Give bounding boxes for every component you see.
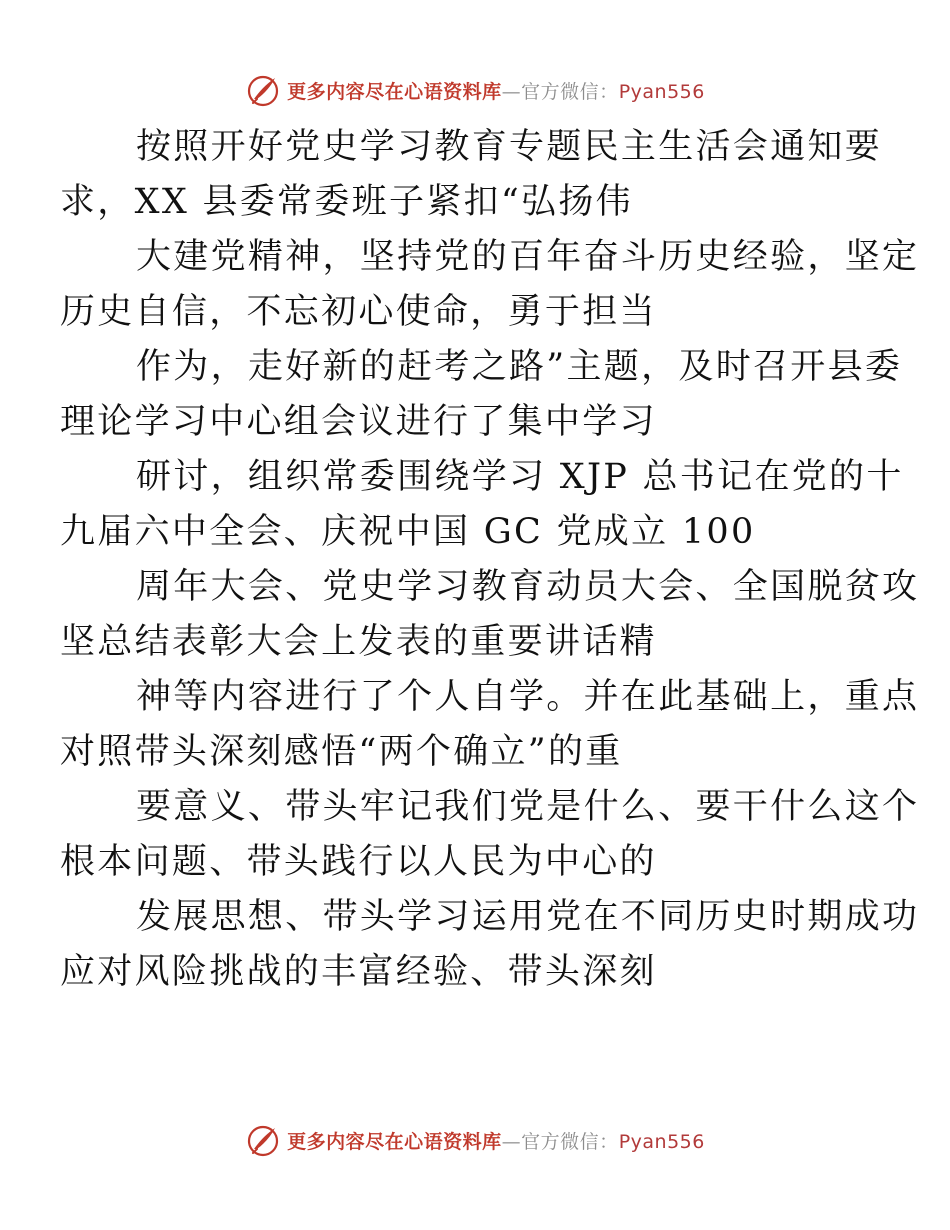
paragraph-line: 要意义、带头牢记我们党是什么、要干什么这个 [136, 787, 920, 827]
paragraph-line: 研讨，组织常委围绕学习 XJP 总书记在党的十 [136, 457, 904, 497]
banner-wechat-label: 官方微信： [521, 80, 619, 103]
header-banner [0, 70, 950, 110]
banner-wechat-label: 官方微信： [521, 1130, 619, 1153]
paragraph-line: 发展思想、带头学习运用党在不同历史时期成功 [136, 897, 920, 937]
banner-wechat-id: Pyan556 [618, 80, 705, 103]
paragraph [60, 780, 920, 890]
banner-dash: — [501, 80, 522, 103]
paragraph [60, 340, 903, 450]
paragraph-line: 坚总结表彰大会上发表的重要讲话精 [60, 622, 657, 662]
document-body [60, 120, 920, 1000]
banner-text [287, 1127, 705, 1154]
paragraph-line: 求，XX 县委常委班子紧扣“弘扬伟 [60, 182, 633, 222]
paragraph-line: 九届六中全会、庆祝中国 GC 党成立 100 [60, 512, 756, 552]
paragraph-line: 周年大会、党史学习教育动员大会、全国脱贫攻 [136, 567, 920, 607]
paragraph-line: 按照开好党史学习教育专题民主生活会通知要 [136, 127, 883, 167]
banner-text [287, 77, 705, 104]
paragraph-line: 历史自信，不忘初心使命，勇于担当 [60, 292, 657, 332]
banner-brand: 更多内容尽在心语资料库 [287, 80, 502, 103]
paragraph-line: 应对风险挑战的丰富经验、带头深刻 [60, 952, 657, 992]
paragraph-line: 神等内容进行了个人自学。并在此基础上，重点 [136, 677, 920, 717]
banner-dash: — [501, 1130, 522, 1153]
footer-banner [0, 1120, 950, 1160]
paragraph-line: 对照带头深刻感悟“两个确立”的重 [60, 732, 623, 772]
paragraph [60, 890, 920, 1000]
paragraph-line: 大建党精神，坚持党的百年奋斗历史经验，坚定 [136, 237, 920, 277]
banner-wechat-id: Pyan556 [618, 1130, 705, 1153]
paragraph [60, 670, 920, 780]
paragraph [60, 230, 920, 340]
paragraph-line: 作为，走好新的赶考之路”主题，及时召开县委 [136, 347, 903, 387]
paragraph [60, 450, 904, 560]
red-quill-logo-icon [245, 72, 281, 108]
red-quill-logo-icon [245, 1122, 281, 1158]
paragraph-line: 根本问题、带头践行以人民为中心的 [60, 842, 657, 882]
paragraph-line: 理论学习中心组会议进行了集中学习 [60, 402, 657, 442]
banner-brand: 更多内容尽在心语资料库 [287, 1130, 502, 1153]
paragraph [60, 560, 920, 670]
paragraph [60, 120, 883, 230]
